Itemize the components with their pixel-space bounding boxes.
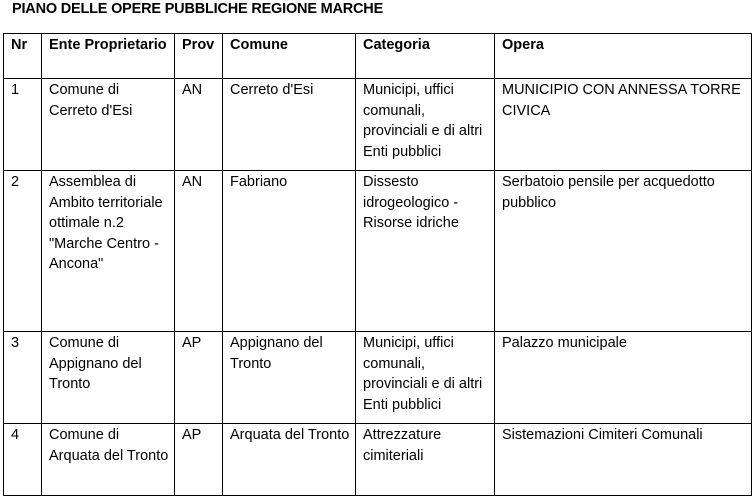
- cell-opera: Serbatoio pensile per acquedotto pubblico: [495, 171, 752, 332]
- cell-prov: AN: [175, 79, 223, 171]
- cell-prov: AP: [175, 424, 223, 496]
- header-comune: Comune: [223, 34, 356, 79]
- cell-opera: MUNICIPIO CON ANNESSA TORRE CIVICA: [495, 79, 752, 171]
- cell-ente: Comune di Cerreto d'Esi: [42, 79, 175, 171]
- table-row: [4, 79, 752, 171]
- opere-table: [3, 33, 752, 496]
- cell-opera: Sistemazioni Cimiteri Comunali: [495, 424, 752, 496]
- cell-prov: AP: [175, 332, 223, 424]
- cell-prov: AN: [175, 171, 223, 332]
- cell-nr: 4: [4, 424, 42, 496]
- cell-categoria: Municipi, uffici comunali, provinciali e di altri Enti pubblici: [356, 79, 495, 171]
- table-row: [4, 332, 752, 424]
- cell-nr: 3: [4, 332, 42, 424]
- cell-categoria: Attrezzature cimiteriali: [356, 424, 495, 496]
- cell-comune: Fabriano: [223, 171, 356, 332]
- table-header-row: [4, 34, 752, 79]
- table-row: [4, 171, 752, 332]
- cell-ente: Assemblea di Ambito territoriale ottimale n.2 "Marche Centro - Ancona": [42, 171, 175, 332]
- header-opera: Opera: [495, 34, 752, 79]
- cell-categoria: Dissesto idrogeologico - Risorse idriche: [356, 171, 495, 332]
- cell-categoria: Municipi, uffici comunali, provinciali e di altri Enti pubblici: [356, 332, 495, 424]
- table-row: [4, 424, 752, 496]
- cell-nr: 1: [4, 79, 42, 171]
- cell-comune: Appignano del Tronto: [223, 332, 356, 424]
- cell-ente: Comune di Appignano del Tronto: [42, 332, 175, 424]
- header-categoria: Categoria: [356, 34, 495, 79]
- page-title: PIANO DELLE OPERE PUBBLICHE REGIONE MARCHE: [12, 1, 384, 17]
- cell-opera: Palazzo municipale: [495, 332, 752, 424]
- header-nr: Nr: [4, 34, 42, 79]
- cell-nr: 2: [4, 171, 42, 332]
- header-prov: Prov: [175, 34, 223, 79]
- cell-comune: Arquata del Tronto: [223, 424, 356, 496]
- cell-ente: Comune di Arquata del Tronto: [42, 424, 175, 496]
- header-ente-proprietario: Ente Proprietario: [42, 34, 175, 79]
- cell-comune: Cerreto d'Esi: [223, 79, 356, 171]
